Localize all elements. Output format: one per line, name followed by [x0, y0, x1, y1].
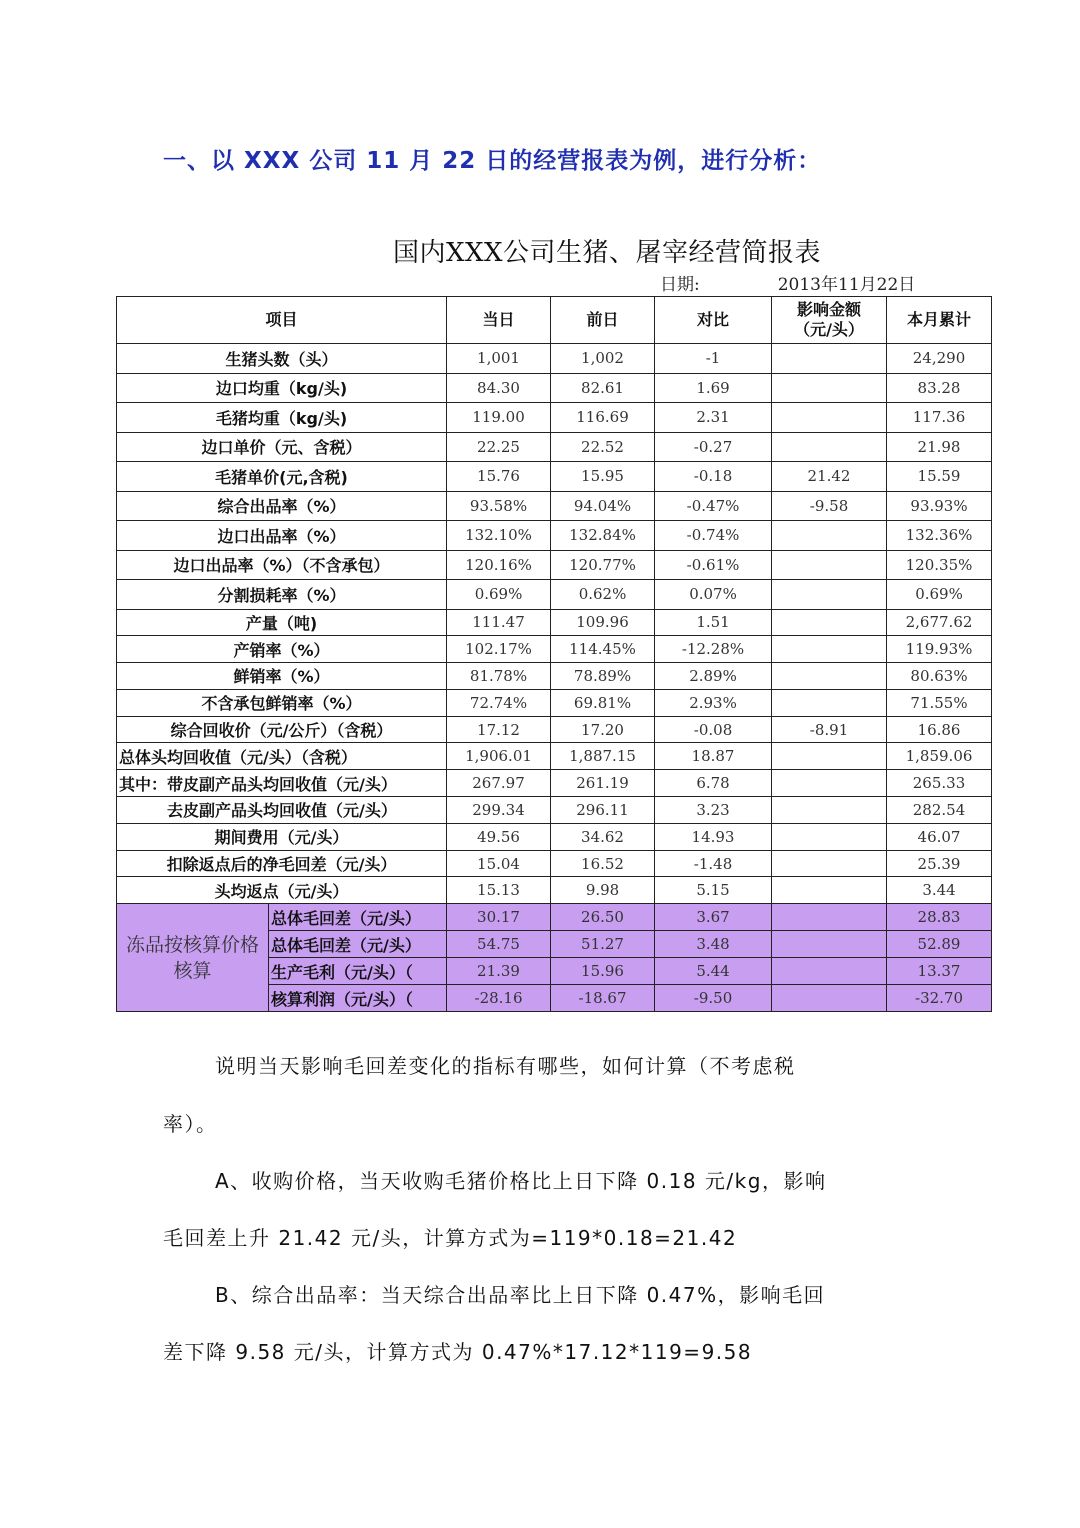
cell-prev: 296.11 [551, 797, 655, 824]
cell-impact [772, 403, 887, 433]
cell-mtd: 2,677.62 [887, 609, 992, 636]
cell-mtd: 265.33 [887, 770, 992, 797]
cell-impact [772, 636, 887, 663]
cell-diff: -1 [655, 344, 772, 374]
cell-mtd: 0.69% [887, 580, 992, 610]
cell-today: 54.75 [447, 931, 551, 958]
cell-impact [772, 344, 887, 374]
cell-diff: 1.51 [655, 609, 772, 636]
row-item-label: 生猪头数（头） [117, 344, 447, 374]
cell-impact: 21.42 [772, 462, 887, 492]
row-item-label: 总体毛回差（元/头） [269, 931, 447, 958]
cell-prev: 94.04% [551, 491, 655, 521]
cell-today: 30.17 [447, 904, 551, 931]
cell-impact [772, 373, 887, 403]
cell-prev: 22.52 [551, 432, 655, 462]
cell-prev: 17.20 [551, 716, 655, 743]
col-header-mtd: 本月累计 [887, 297, 992, 344]
table-row [117, 403, 992, 433]
row-item-label: 总体毛回差（元/头） [269, 904, 447, 931]
cell-today: 15.04 [447, 850, 551, 877]
cell-prev: 109.96 [551, 609, 655, 636]
table-row [117, 609, 992, 636]
col-header-item: 项目 [117, 297, 447, 344]
cell-impact [772, 550, 887, 580]
cell-today: 1,001 [447, 344, 551, 374]
table-row [117, 689, 992, 716]
cell-impact [772, 823, 887, 850]
cell-mtd: 21.98 [887, 432, 992, 462]
cell-prev: 116.69 [551, 403, 655, 433]
cell-today: 81.78% [447, 663, 551, 690]
cell-today: -28.16 [447, 985, 551, 1012]
cell-impact [772, 904, 887, 931]
table-row [117, 373, 992, 403]
table-header-row [117, 297, 992, 344]
table-row [117, 663, 992, 690]
cell-impact [772, 985, 887, 1012]
row-item-label: 产销率（%） [117, 636, 447, 663]
cell-prev: 26.50 [551, 904, 655, 931]
cell-mtd: 83.28 [887, 373, 992, 403]
cell-diff: 5.44 [655, 958, 772, 985]
cell-prev: 120.77% [551, 550, 655, 580]
row-item-label: 综合出品率（%） [117, 491, 447, 521]
cell-impact: -9.58 [772, 491, 887, 521]
cell-today: 93.58% [447, 491, 551, 521]
cell-today: 72.74% [447, 689, 551, 716]
cell-mtd: 15.59 [887, 462, 992, 492]
cell-impact [772, 743, 887, 770]
cell-prev: 132.84% [551, 521, 655, 551]
cell-mtd: 24,290 [887, 344, 992, 374]
cell-prev: -18.67 [551, 985, 655, 1012]
table-row [117, 344, 992, 374]
cell-mtd: 25.39 [887, 850, 992, 877]
table-row [117, 462, 992, 492]
row-item-label: 其中：带皮副产品头均回收值（元/头） [117, 770, 447, 797]
cell-mtd: 132.36% [887, 521, 992, 551]
cell-mtd: -32.70 [887, 985, 992, 1012]
table-row-frozen-group [117, 904, 992, 931]
cell-diff: -0.08 [655, 716, 772, 743]
row-item-label: 产量（吨) [117, 609, 447, 636]
cell-mtd: 28.83 [887, 904, 992, 931]
cell-diff: -0.61% [655, 550, 772, 580]
cell-mtd: 1,859.06 [887, 743, 992, 770]
cell-diff: -9.50 [655, 985, 772, 1012]
table-row [117, 521, 992, 551]
cell-impact [772, 877, 887, 904]
row-item-label: 总体头均回收值（元/头）（含税） [117, 743, 447, 770]
cell-prev: 78.89% [551, 663, 655, 690]
row-item-label: 边口出品率（%） [117, 521, 447, 551]
cell-prev: 1,002 [551, 344, 655, 374]
cell-impact [772, 850, 887, 877]
cell-diff: 0.07% [655, 580, 772, 610]
col-header-today: 当日 [447, 297, 551, 344]
row-item-label: 边口单价（元、含税） [117, 432, 447, 462]
cell-mtd: 46.07 [887, 823, 992, 850]
cell-diff: 2.89% [655, 663, 772, 690]
cell-impact [772, 931, 887, 958]
cell-diff: 3.67 [655, 904, 772, 931]
cell-prev: 51.27 [551, 931, 655, 958]
cell-today: 84.30 [447, 373, 551, 403]
report-table [116, 296, 992, 1012]
cell-prev: 15.95 [551, 462, 655, 492]
row-item-label: 核算利润（元/头）（ [269, 985, 447, 1012]
cell-prev: 114.45% [551, 636, 655, 663]
cell-diff: -12.28% [655, 636, 772, 663]
section-heading: 一、以 XXX 公司 11 月 22 日的经营报表为例，进行分析： [163, 148, 822, 174]
cell-mtd: 3.44 [887, 877, 992, 904]
cell-mtd: 80.63% [887, 663, 992, 690]
group-label: 冻品按核算价格核算 [117, 904, 269, 1012]
cell-impact [772, 689, 887, 716]
row-item-label: 不含承包鲜销率（%） [117, 689, 447, 716]
col-header-impact: 影响金额（元/头） [772, 297, 887, 344]
cell-diff: -0.47% [655, 491, 772, 521]
analysis-question-line1: 说明当天影响毛回差变化的指标有哪些，如何计算（不考虑税 [215, 1054, 796, 1078]
cell-today: 15.76 [447, 462, 551, 492]
cell-mtd: 13.37 [887, 958, 992, 985]
col-header-prev: 前日 [551, 297, 655, 344]
cell-today: 1,906.01 [447, 743, 551, 770]
cell-diff: 1.69 [655, 373, 772, 403]
row-item-label: 边口均重（kg/头) [117, 373, 447, 403]
cell-today: 299.34 [447, 797, 551, 824]
cell-today: 267.97 [447, 770, 551, 797]
cell-diff: -0.18 [655, 462, 772, 492]
analysis-a-line1: A、收购价格，当天收购毛猪价格比上日下降 0.18 元/kg，影响 [215, 1169, 827, 1193]
row-item-label: 头均返点（元/头） [117, 877, 447, 904]
cell-impact [772, 663, 887, 690]
cell-mtd: 52.89 [887, 931, 992, 958]
table-row [117, 797, 992, 824]
table-row [117, 743, 992, 770]
table-row [117, 580, 992, 610]
cell-prev: 16.52 [551, 850, 655, 877]
report-title: 国内XXX公司生猪、屠宰经营简报表 [393, 238, 822, 268]
cell-impact [772, 580, 887, 610]
cell-diff: 2.93% [655, 689, 772, 716]
cell-today: 111.47 [447, 609, 551, 636]
date-label: 日期: [660, 275, 700, 295]
cell-diff: -1.48 [655, 850, 772, 877]
table-row [117, 550, 992, 580]
cell-today: 102.17% [447, 636, 551, 663]
cell-today: 119.00 [447, 403, 551, 433]
cell-impact [772, 521, 887, 551]
analysis-b-line1: B、综合出品率：当天综合出品率比上日下降 0.47%，影响毛回 [215, 1283, 826, 1307]
cell-prev: 1,887.15 [551, 743, 655, 770]
date-value: 2013年11月22日 [777, 275, 916, 295]
row-item-label: 边口出品率（%）（不含承包） [117, 550, 447, 580]
cell-impact [772, 770, 887, 797]
cell-today: 120.16% [447, 550, 551, 580]
cell-prev: 15.96 [551, 958, 655, 985]
row-item-label: 鲜销率（%） [117, 663, 447, 690]
cell-prev: 69.81% [551, 689, 655, 716]
table-row [117, 850, 992, 877]
analysis-question-line2: 率）。 [163, 1112, 218, 1136]
cell-today: 132.10% [447, 521, 551, 551]
table-row [117, 636, 992, 663]
cell-today: 49.56 [447, 823, 551, 850]
row-item-label: 毛猪均重（kg/头) [117, 403, 447, 433]
cell-diff: 5.15 [655, 877, 772, 904]
cell-mtd: 71.55% [887, 689, 992, 716]
cell-diff: 14.93 [655, 823, 772, 850]
cell-today: 17.12 [447, 716, 551, 743]
cell-diff: 3.48 [655, 931, 772, 958]
cell-mtd: 16.86 [887, 716, 992, 743]
table-row [117, 491, 992, 521]
cell-diff: 6.78 [655, 770, 772, 797]
col-header-diff: 对比 [655, 297, 772, 344]
cell-mtd: 119.93% [887, 636, 992, 663]
cell-diff: 18.87 [655, 743, 772, 770]
table-row [117, 432, 992, 462]
cell-diff: -0.74% [655, 521, 772, 551]
cell-impact [772, 609, 887, 636]
cell-impact [772, 797, 887, 824]
row-item-label: 扣除返点后的净毛回差（元/头） [117, 850, 447, 877]
row-item-label: 期间费用（元/头） [117, 823, 447, 850]
row-item-label: 毛猪单价(元,含税) [117, 462, 447, 492]
report-date [660, 270, 915, 295]
cell-diff: 3.23 [655, 797, 772, 824]
row-item-label: 生产毛利（元/头）（ [269, 958, 447, 985]
cell-mtd: 282.54 [887, 797, 992, 824]
cell-mtd: 117.36 [887, 403, 992, 433]
cell-prev: 0.62% [551, 580, 655, 610]
row-item-label: 去皮副产品头均回收值（元/头） [117, 797, 447, 824]
cell-mtd: 120.35% [887, 550, 992, 580]
cell-prev: 82.61 [551, 373, 655, 403]
cell-impact [772, 958, 887, 985]
analysis-a-line2: 毛回差上升 21.42 元/头，计算方式为=119*0.18=21.42 [163, 1226, 738, 1250]
row-item-label: 综合回收价（元/公斤）（含税） [117, 716, 447, 743]
table-row [117, 877, 992, 904]
cell-prev: 34.62 [551, 823, 655, 850]
cell-today: 22.25 [447, 432, 551, 462]
row-item-label: 分割损耗率（%） [117, 580, 447, 610]
cell-impact [772, 432, 887, 462]
table-row [117, 823, 992, 850]
cell-diff: -0.27 [655, 432, 772, 462]
cell-today: 0.69% [447, 580, 551, 610]
cell-prev: 9.98 [551, 877, 655, 904]
table-row [117, 770, 992, 797]
cell-today: 21.39 [447, 958, 551, 985]
cell-mtd: 93.93% [887, 491, 992, 521]
cell-impact: -8.91 [772, 716, 887, 743]
cell-prev: 261.19 [551, 770, 655, 797]
analysis-b-line2: 差下降 9.58 元/头，计算方式为 0.47%*17.12*119=9.58 [163, 1340, 753, 1364]
cell-today: 15.13 [447, 877, 551, 904]
table-row [117, 716, 992, 743]
cell-diff: 2.31 [655, 403, 772, 433]
